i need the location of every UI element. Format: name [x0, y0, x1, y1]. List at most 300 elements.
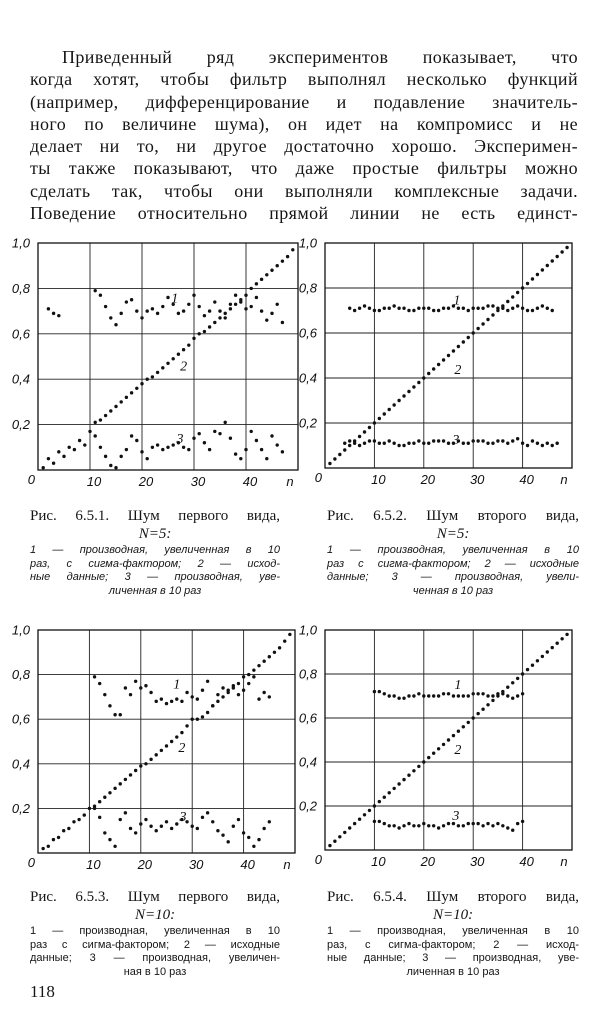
- series-label: 3: [452, 432, 460, 448]
- data-point-series-2: [378, 417, 381, 420]
- data-point-series-1: [486, 304, 489, 307]
- data-point-series-3: [139, 822, 142, 825]
- data-point-series-1: [237, 693, 240, 696]
- data-point-series-3: [501, 824, 504, 827]
- data-point-series-2: [94, 421, 97, 424]
- series-label: 2: [454, 363, 462, 378]
- data-point-series-1: [388, 694, 391, 697]
- data-point-series-1: [52, 312, 55, 315]
- text-line: когда хотят, чтобы фильтр выполнял несколько функций: [30, 69, 578, 90]
- data-point-series-1: [140, 316, 143, 319]
- data-point-series-1: [166, 296, 169, 299]
- data-point-series-2: [257, 664, 260, 667]
- figure-6-5-3-caption: [30, 888, 280, 979]
- data-point-series-3: [555, 442, 558, 445]
- data-point-series-1: [442, 692, 445, 695]
- data-point-series-2: [41, 847, 44, 850]
- data-point-series-1: [536, 307, 539, 310]
- data-point-series-2: [328, 462, 331, 465]
- data-point-series-3: [491, 824, 494, 827]
- data-point-series-3: [255, 439, 258, 442]
- data-point-series-1: [203, 314, 206, 317]
- legend-line: раз с сигма-фактором; 2 — исходные: [30, 938, 280, 951]
- data-point-series-2: [226, 691, 229, 694]
- data-point-series-3: [104, 455, 107, 458]
- data-point-series-1: [260, 309, 263, 312]
- data-point-series-3: [531, 439, 534, 442]
- data-point-series-2: [368, 426, 371, 429]
- data-point-series-2: [447, 354, 450, 357]
- caption-legend: [30, 544, 280, 598]
- data-point-series-1: [467, 309, 470, 312]
- data-point-series-3: [417, 439, 420, 442]
- data-point-series-2: [437, 747, 440, 750]
- data-point-series-3: [447, 442, 450, 445]
- data-point-series-3: [407, 442, 410, 445]
- data-point-series-3: [462, 442, 465, 445]
- data-point-series-1: [447, 307, 450, 310]
- data-point-series-1: [213, 300, 216, 303]
- data-point-series-2: [437, 363, 440, 366]
- data-point-series-2: [383, 412, 386, 415]
- body-paragraph: [30, 46, 578, 224]
- data-point-series-3: [417, 824, 420, 827]
- x-tick-label: 20: [420, 472, 436, 487]
- data-point-series-2: [397, 399, 400, 402]
- data-point-series-3: [281, 450, 284, 453]
- legend-line: раз, с сигма-фактором; 2 — исход-: [30, 557, 280, 570]
- data-point-series-2: [104, 414, 107, 417]
- data-point-series-3: [151, 446, 154, 449]
- data-point-series-2: [555, 255, 558, 258]
- caption-title: Рис. 6.5.1. Шум первого вида,: [30, 508, 280, 524]
- data-point-series-2: [422, 760, 425, 763]
- data-point-series-3: [447, 822, 450, 825]
- data-point-series-3: [491, 442, 494, 445]
- data-point-series-3: [198, 432, 201, 435]
- y-tick-label: 0,4: [11, 371, 30, 387]
- data-point-series-1: [462, 307, 465, 310]
- data-point-series-3: [208, 448, 211, 451]
- data-point-series-2: [281, 259, 284, 262]
- data-point-series-1: [103, 693, 106, 696]
- data-point-series-2: [343, 448, 346, 451]
- data-point-series-2: [78, 439, 81, 442]
- data-point-series-3: [486, 822, 489, 825]
- data-point-series-3: [476, 822, 479, 825]
- data-point-series-2: [363, 813, 366, 816]
- caption-title: Рис. 6.5.3. Шум первого вида,: [30, 889, 280, 905]
- data-point-series-3: [442, 439, 445, 442]
- data-point-series-1: [348, 307, 351, 310]
- x-axis-label: n: [560, 854, 568, 869]
- data-point-series-3: [201, 816, 204, 819]
- data-point-series-3: [161, 448, 164, 451]
- data-point-series-1: [98, 682, 101, 685]
- data-point-series-2: [108, 791, 111, 794]
- data-point-series-2: [457, 345, 460, 348]
- data-point-series-3: [206, 811, 209, 814]
- data-point-series-1: [182, 309, 185, 312]
- data-point-series-3: [187, 448, 190, 451]
- data-point-series-2: [358, 818, 361, 821]
- data-point-series-3: [257, 838, 260, 841]
- y-tick-label: 1,0: [11, 622, 30, 638]
- data-point-series-2: [338, 453, 341, 456]
- data-point-series-2: [149, 758, 152, 761]
- data-point-series-3: [224, 421, 227, 424]
- data-point-series-2: [262, 660, 265, 663]
- data-point-series-3: [146, 457, 149, 460]
- data-point-series-1: [511, 697, 514, 700]
- data-point-series-1: [281, 321, 284, 324]
- data-point-series-1: [521, 307, 524, 310]
- data-point-series-3: [353, 442, 356, 445]
- data-point-series-3: [170, 827, 173, 830]
- data-point-series-1: [412, 309, 415, 312]
- legend-line: личенная в 10 раз: [406, 965, 500, 978]
- data-point-series-2: [144, 762, 147, 765]
- data-point-series-1: [165, 702, 168, 705]
- data-point-series-1: [218, 309, 221, 312]
- data-point-series-2: [139, 764, 142, 767]
- data-point-series-2: [472, 331, 475, 334]
- data-point-series-2: [57, 450, 60, 453]
- data-point-series-1: [388, 307, 391, 310]
- data-point-series-3: [388, 439, 391, 442]
- data-point-series-2: [447, 738, 450, 741]
- series-label: 1: [453, 293, 461, 309]
- data-point-series-1: [481, 692, 484, 695]
- data-point-series-1: [368, 307, 371, 310]
- data-point-series-2: [213, 321, 216, 324]
- data-point-series-1: [521, 692, 524, 695]
- data-point-series-3: [427, 442, 430, 445]
- data-point-series-2: [291, 248, 294, 251]
- y-tick-label: 0,8: [298, 280, 317, 296]
- data-point-series-2: [165, 744, 168, 747]
- page-number: 118: [30, 982, 55, 1001]
- data-point-series-2: [140, 382, 143, 385]
- data-point-series-2: [109, 409, 112, 412]
- data-point-series-1: [402, 307, 405, 310]
- data-point-series-3: [114, 466, 117, 469]
- data-point-series-3: [472, 439, 475, 442]
- data-point-series-2: [521, 286, 524, 289]
- data-point-series-2: [491, 699, 494, 702]
- data-point-series-3: [432, 439, 435, 442]
- data-point-series-3: [457, 824, 460, 827]
- data-point-series-2: [333, 840, 336, 843]
- data-point-series-2: [83, 813, 86, 816]
- data-point-series-2: [135, 387, 138, 390]
- data-point-series-2: [397, 782, 400, 785]
- data-point-series-3: [481, 439, 484, 442]
- data-point-series-1: [257, 697, 260, 700]
- data-point-series-3: [203, 441, 206, 444]
- data-point-series-2: [124, 778, 127, 781]
- data-point-series-2: [99, 418, 102, 421]
- y-tick-label: 0,8: [11, 667, 30, 683]
- data-point-series-1: [373, 309, 376, 312]
- y-tick-label: 0,4: [11, 756, 30, 772]
- data-point-series-2: [462, 340, 465, 343]
- data-point-series-2: [224, 312, 227, 315]
- data-point-series-3: [229, 437, 232, 440]
- x-axis-label: n: [560, 472, 568, 487]
- data-point-series-2: [501, 304, 504, 307]
- data-point-series-1: [531, 309, 534, 312]
- data-point-series-1: [476, 692, 479, 695]
- origin-label: 0: [314, 470, 322, 485]
- data-point-series-2: [42, 466, 45, 469]
- data-point-series-3: [216, 829, 219, 832]
- data-point-series-1: [402, 697, 405, 700]
- x-tick-label: 40: [519, 854, 534, 869]
- data-point-series-2: [98, 800, 101, 803]
- data-point-series-1: [57, 314, 60, 317]
- data-point-series-2: [481, 708, 484, 711]
- data-point-series-3: [526, 444, 529, 447]
- data-point-series-2: [234, 303, 237, 306]
- series-label: 2: [180, 359, 188, 375]
- data-point-series-2: [457, 730, 460, 733]
- data-point-series-3: [160, 825, 163, 828]
- data-point-series-2: [452, 734, 455, 737]
- data-point-series-1: [135, 309, 138, 312]
- data-point-series-2: [388, 408, 391, 411]
- data-point-series-3: [521, 820, 524, 823]
- data-point-series-1: [99, 294, 102, 297]
- data-point-series-1: [47, 307, 50, 310]
- data-point-series-3: [467, 822, 470, 825]
- data-point-series-3: [432, 824, 435, 827]
- data-point-series-1: [270, 312, 273, 315]
- data-point-series-1: [250, 305, 253, 308]
- data-point-series-2: [358, 435, 361, 438]
- data-point-series-2: [237, 682, 240, 685]
- data-point-series-1: [417, 307, 420, 310]
- data-point-series-2: [333, 457, 336, 460]
- data-point-series-2: [221, 695, 224, 698]
- x-tick-label: 10: [86, 474, 102, 489]
- data-point-series-2: [242, 675, 245, 678]
- figure-6-5-1-plot: [0, 228, 302, 493]
- data-point-series-3: [98, 816, 101, 819]
- data-point-series-1: [432, 309, 435, 312]
- data-point-series-2: [531, 277, 534, 280]
- data-point-series-2: [338, 835, 341, 838]
- data-point-series-1: [472, 307, 475, 310]
- origin-label: 0: [27, 855, 35, 870]
- legend-line: ные данные; 3 — производная, уве-: [30, 571, 280, 583]
- plot-frame: [38, 630, 295, 853]
- data-point-series-3: [135, 439, 138, 442]
- data-point-series-2: [134, 769, 137, 772]
- data-point-series-3: [213, 430, 216, 433]
- data-point-series-1: [139, 686, 142, 689]
- caption-parameter: N=10:: [432, 907, 474, 923]
- data-point-series-3: [226, 840, 229, 843]
- data-point-series-1: [134, 680, 137, 683]
- data-point-series-1: [506, 694, 509, 697]
- data-point-series-2: [565, 246, 568, 249]
- data-point-series-1: [94, 289, 97, 292]
- text-line: Поведение относительно прямой линии не есть единст-: [30, 203, 578, 224]
- data-point-series-1: [432, 694, 435, 697]
- data-point-series-2: [216, 700, 219, 703]
- data-point-series-3: [402, 824, 405, 827]
- caption-title: Рис. 6.5.2. Шум второго вида,: [327, 508, 579, 524]
- data-point-series-1: [252, 675, 255, 678]
- data-point-series-2: [486, 703, 489, 706]
- data-point-series-3: [516, 437, 519, 440]
- caption-legend: [327, 925, 579, 979]
- x-tick-label: 30: [469, 854, 485, 869]
- data-point-series-1: [192, 294, 195, 297]
- x-tick-label: 20: [420, 854, 436, 869]
- data-point-series-3: [130, 434, 133, 437]
- data-point-series-3: [109, 464, 112, 467]
- data-point-series-2: [160, 749, 163, 752]
- data-point-series-2: [328, 844, 331, 847]
- data-point-series-3: [472, 822, 475, 825]
- data-point-series-1: [124, 686, 127, 689]
- data-point-series-3: [120, 455, 123, 458]
- data-point-series-2: [270, 269, 273, 272]
- data-point-series-2: [368, 809, 371, 812]
- data-point-series-3: [397, 444, 400, 447]
- data-point-series-2: [130, 391, 133, 394]
- data-point-series-1: [161, 305, 164, 308]
- data-point-series-2: [546, 264, 549, 267]
- legend-line: ченная в 10 раз: [412, 584, 494, 597]
- caption-parameter: N=10:: [134, 907, 176, 923]
- data-point-series-1: [114, 323, 117, 326]
- data-point-series-1: [452, 694, 455, 697]
- data-point-series-3: [191, 825, 194, 828]
- data-point-series-1: [191, 695, 194, 698]
- data-point-series-3: [407, 822, 410, 825]
- data-point-series-1: [437, 694, 440, 697]
- legend-line: 1 — производная, увеличенная в 10: [327, 925, 579, 937]
- data-point-series-2: [252, 668, 255, 671]
- data-point-series-2: [260, 278, 263, 281]
- data-point-series-2: [203, 330, 206, 333]
- data-point-series-1: [383, 307, 386, 310]
- data-point-series-1: [247, 682, 250, 685]
- data-point-series-3: [149, 825, 152, 828]
- data-point-series-3: [270, 434, 273, 437]
- x-tick-label: 10: [371, 472, 386, 487]
- caption-legend: [327, 544, 579, 598]
- data-point-series-2: [77, 818, 80, 821]
- data-point-series-1: [268, 695, 271, 698]
- y-tick-label: 0,6: [11, 326, 30, 342]
- y-tick-label: 0,6: [11, 711, 30, 727]
- data-point-series-1: [516, 304, 519, 307]
- data-point-series-1: [378, 309, 381, 312]
- data-point-series-1: [265, 318, 268, 321]
- data-point-series-2: [255, 282, 258, 285]
- plot-frame: [38, 243, 298, 470]
- data-point-series-1: [234, 294, 237, 297]
- data-point-series-3: [496, 822, 499, 825]
- data-point-series-1: [170, 700, 173, 703]
- data-point-series-1: [511, 307, 514, 310]
- data-point-series-3: [412, 442, 415, 445]
- data-point-series-2: [496, 309, 499, 312]
- data-point-series-2: [536, 659, 539, 662]
- data-point-series-1: [467, 694, 470, 697]
- caption-parameter: N=5:: [436, 526, 470, 542]
- data-point-series-2: [155, 753, 158, 756]
- data-point-series-2: [560, 250, 563, 253]
- data-point-series-3: [546, 442, 549, 445]
- data-point-series-2: [57, 836, 60, 839]
- data-point-series-2: [402, 394, 405, 397]
- legend-line: данные; 3 — производная, увели-: [327, 571, 579, 583]
- data-point-series-3: [397, 826, 400, 829]
- data-point-series-1: [462, 694, 465, 697]
- data-point-series-3: [265, 457, 268, 460]
- data-point-series-1: [437, 309, 440, 312]
- data-point-series-2: [521, 672, 524, 675]
- y-tick-label: 0,8: [11, 280, 30, 296]
- data-point-series-1: [491, 694, 494, 697]
- data-point-series-2: [47, 845, 50, 848]
- data-point-series-3: [134, 831, 137, 834]
- data-point-series-3: [156, 443, 159, 446]
- data-point-series-3: [239, 457, 242, 460]
- data-point-series-2: [427, 372, 430, 375]
- data-point-series-3: [94, 434, 97, 437]
- data-point-series-2: [546, 650, 549, 653]
- data-point-series-2: [348, 444, 351, 447]
- y-tick-label: 0,6: [298, 325, 317, 341]
- caption-legend: [30, 925, 280, 979]
- data-point-series-3: [467, 442, 470, 445]
- data-point-series-1: [353, 309, 356, 312]
- data-point-series-2: [536, 273, 539, 276]
- legend-line: раз, с сигма-фактором; 2 — исход-: [327, 938, 579, 951]
- data-point-series-3: [124, 811, 127, 814]
- data-point-series-1: [506, 309, 509, 312]
- data-point-series-2: [551, 259, 554, 262]
- text-line: Приведенный ряд экспериментов показывает, что: [62, 47, 578, 67]
- data-point-series-2: [373, 804, 376, 807]
- data-point-series-2: [218, 316, 221, 319]
- data-point-series-2: [511, 681, 514, 684]
- data-point-series-3: [536, 442, 539, 445]
- data-point-series-2: [526, 282, 529, 285]
- data-point-series-3: [422, 822, 425, 825]
- y-tick-label: 0,2: [11, 800, 30, 816]
- data-point-series-2: [288, 633, 291, 636]
- data-point-series-1: [224, 316, 227, 319]
- data-point-series-3: [268, 820, 271, 823]
- data-point-series-3: [232, 825, 235, 828]
- legend-line: ные данные; 3 — производная, уве-: [327, 952, 579, 964]
- series-label: 3: [179, 810, 187, 826]
- legend-line: 1 — производная, увеличенная в 10: [30, 544, 280, 556]
- data-point-series-1: [216, 693, 219, 696]
- data-point-series-3: [462, 824, 465, 827]
- data-point-series-3: [373, 820, 376, 823]
- data-point-series-3: [175, 822, 178, 825]
- data-point-series-3: [516, 822, 519, 825]
- data-point-series-1: [397, 697, 400, 700]
